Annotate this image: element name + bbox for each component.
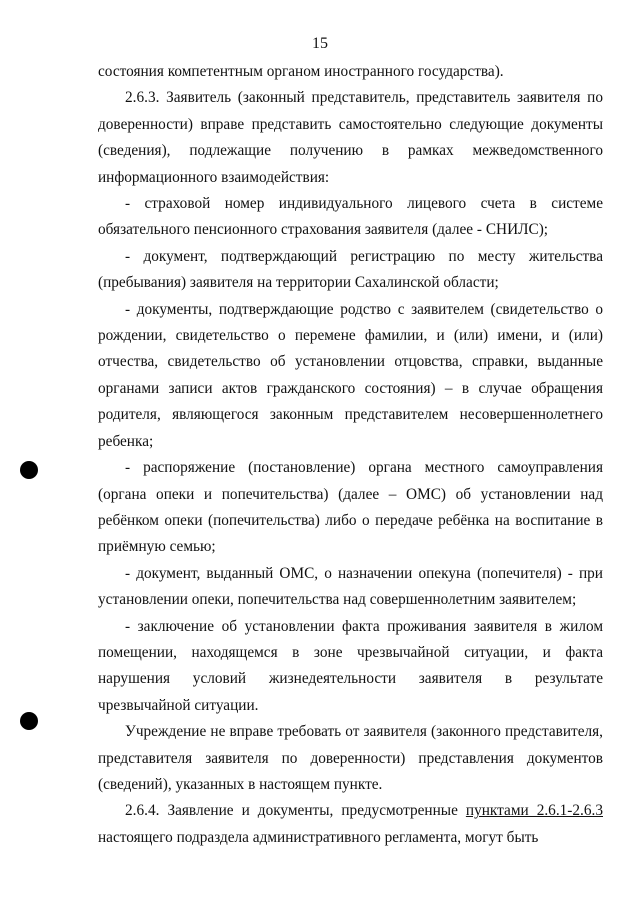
paragraph: Учреждение не вправе требовать от заявителя (законного представителя, представителя заявителя по доверенности) представления документов (сведений), указанных в настоящем пункте. [98,723,603,793]
paragraph [98,798,603,851]
list-item: - документы, подтверждающие родство с заявителем (свидетельство о рождении, свидетельство о перемене фамилии, и (или) имени, и (или) отчества, свидетельство об установлении отцовства, справки, выданные органами записи актов гражданского состояния) – в случае обращения родителя, являющегося законным представителем несовершеннолетнего ребенка; [98,300,603,450]
paragraph: состояния компетентным органом иностранного государства). [98,63,504,80]
list-item: - страховой номер индивидуального лицевого счета в системе обязательного пенсионного страхования заявителя (далее - СНИЛС); [98,195,603,239]
list-item: - заключение об установлении факта проживания заявителя в жилом помещении, находящемся в зоне чрезвычайной ситуации, и факта нарушения условий жизнедеятельности заявителя в результате чрезвычайной ситуации. [98,617,603,714]
paragraph: 2.6.3. Заявитель (законный представитель, представитель заявителя по доверенности) вправе представить самостоятельно следующие документы (сведения), подлежащие получению в рамках межведомственного информационного взаимодействия: [98,89,603,186]
punch-hole-mark [20,461,38,479]
list-item: - документ, подтверждающий регистрацию по месту жительства (пребывания) заявителя на территории Сахалинской области; [98,247,603,292]
list-item: - распоряжение (постановление) органа местного самоуправления (органа опеки и попечительства) (далее – ОМС) об установлении над ребёнком опеки (попечительства) либо о передаче ребёнка на воспитание в приёмную семью; [98,459,603,556]
paragraph-text: 2.6.4. Заявление и документы, предусмотренные [125,802,466,820]
document-body [98,59,603,851]
punch-hole-mark [20,712,38,730]
page-number: 15 [312,35,328,52]
paragraph-text: настоящего подраздела административного регламента, могут быть [98,828,539,846]
clause-reference: пунктами 2.6.1-2.6.3 [465,802,603,820]
list-item: - документ, выданный ОМС, о назначении опекуна (попечителя) - при установлении опеки, попечительства над совершеннолетним заявителем; [98,564,603,609]
